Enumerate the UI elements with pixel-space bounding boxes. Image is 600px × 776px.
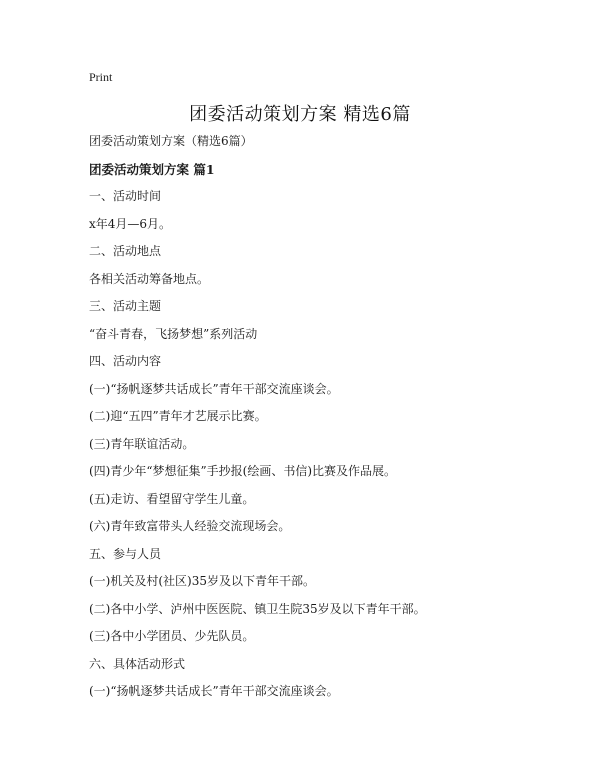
body-line: (五)走访、看望留守学生儿童。 [89, 491, 255, 506]
body-line: “奋斗青春，飞扬梦想”系列活动 [89, 326, 258, 341]
body-line: (四)青少年“梦想征集”手抄报(绘画、书信)比赛及作品展。 [89, 464, 396, 478]
print-label: Print [89, 70, 113, 84]
section-heading: 团委活动策划方案 篇1 [89, 162, 215, 177]
body-line: (六)青年致富带头人经验交流现场会。 [89, 519, 291, 533]
body-line: 二、活动地点 [89, 244, 162, 258]
body-line: (二)迎“五四”青年才艺展示比赛。 [89, 409, 267, 423]
body-line: (一)“扬帆逐梦共话成长”青年干部交流座谈会。 [89, 381, 339, 396]
body-line: (一)机关及村(社区)35岁及以下青年干部。 [89, 574, 315, 588]
document-subtitle: 团委活动策划方案（精选6篇） [89, 134, 253, 148]
body-line: x年4月—6月。 [89, 216, 172, 231]
body-line: (三)各中小学团员、少先队员。 [89, 629, 255, 643]
body-line: (一)“扬帆逐梦共话成长”青年干部交流座谈会。 [89, 684, 339, 698]
body-line: 五、参与人员 [89, 546, 162, 561]
body-line: 四、活动内容 [89, 354, 162, 368]
document-body [89, 188, 549, 711]
body-line: 三、活动主题 [89, 299, 162, 313]
body-line: (二)各中小学、泸州中医医院、镇卫生院35岁及以下青年干部。 [89, 601, 426, 616]
body-line: 六、具体活动形式 [89, 656, 186, 671]
document-title: 团委活动策划方案 精选6篇 [189, 104, 411, 125]
body-line: 一、活动时间 [89, 189, 162, 203]
body-line: (三)青年联谊活动。 [89, 436, 195, 451]
body-line: 各相关活动筹备地点。 [89, 271, 210, 286]
